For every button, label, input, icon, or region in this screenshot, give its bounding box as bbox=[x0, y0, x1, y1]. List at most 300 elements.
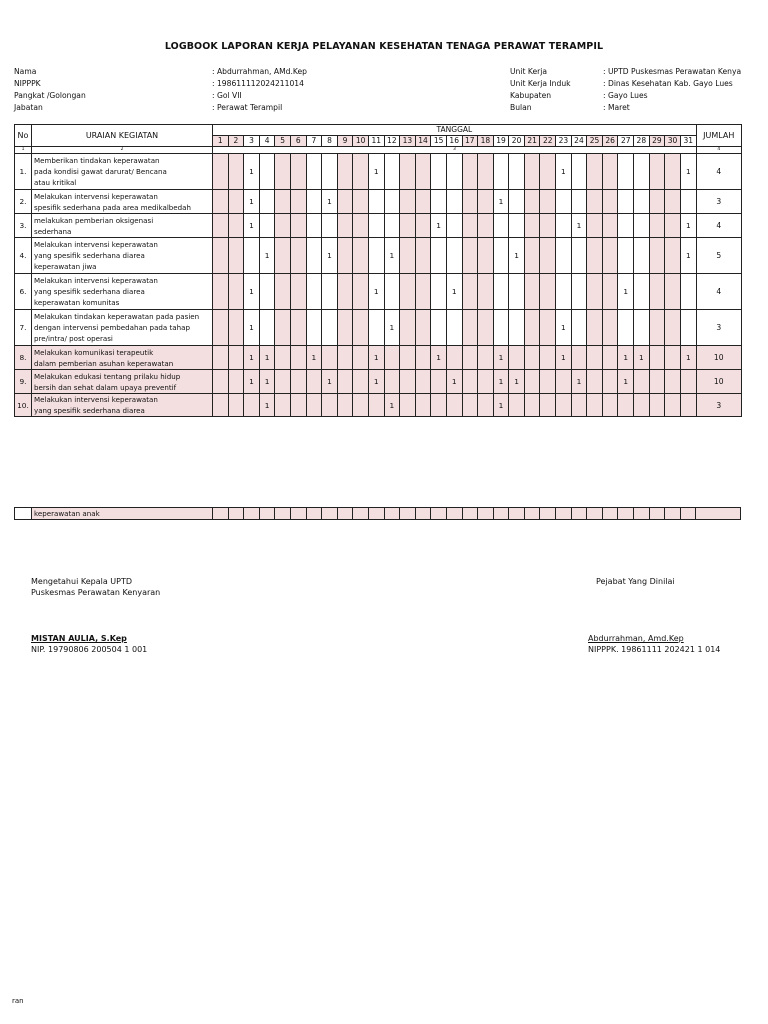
signature-left-name-block bbox=[31, 633, 147, 655]
day-cell-30 bbox=[665, 394, 681, 417]
continuation-day-cell-19 bbox=[493, 508, 509, 520]
day-cell-22 bbox=[540, 310, 556, 346]
day-cell-13 bbox=[400, 214, 416, 238]
day-cell-14 bbox=[415, 394, 431, 417]
day-cell-25 bbox=[587, 310, 603, 346]
activity-line: keperawatan komunitas bbox=[34, 298, 120, 307]
day-cell-16 bbox=[446, 154, 462, 190]
day-cell-10 bbox=[353, 190, 369, 214]
day-header-5: 5 bbox=[275, 136, 291, 147]
day-header-26: 26 bbox=[602, 136, 618, 147]
day-cell-11 bbox=[368, 310, 384, 346]
continuation-day-cell-11 bbox=[368, 508, 384, 520]
day-cell-4: 1 bbox=[259, 346, 275, 370]
activity-line: Melakukan intervensi keperawatan bbox=[34, 395, 158, 404]
info-right-labels bbox=[510, 66, 571, 114]
day-cell-10 bbox=[353, 274, 369, 310]
day-cell-21 bbox=[524, 370, 540, 394]
activity-description bbox=[32, 154, 213, 190]
day-cell-9 bbox=[337, 214, 353, 238]
day-cell-19 bbox=[493, 214, 509, 238]
day-cell-28 bbox=[634, 310, 650, 346]
day-cell-6 bbox=[290, 394, 306, 417]
day-cell-30 bbox=[665, 238, 681, 274]
day-cell-3 bbox=[244, 394, 260, 417]
day-cell-16: 1 bbox=[446, 370, 462, 394]
day-cell-31: 1 bbox=[680, 346, 696, 370]
day-header-27: 27 bbox=[618, 136, 634, 147]
header-jumlah: JUMLAH bbox=[696, 125, 741, 147]
day-cell-15 bbox=[431, 190, 447, 214]
day-cell-8 bbox=[322, 394, 338, 417]
day-cell-11 bbox=[368, 238, 384, 274]
day-cell-23 bbox=[556, 214, 572, 238]
day-cell-21 bbox=[524, 346, 540, 370]
day-cell-20 bbox=[509, 214, 525, 238]
day-cell-22 bbox=[540, 154, 556, 190]
day-cell-2 bbox=[228, 346, 244, 370]
activity-line: Melakukan intervensi keperawatan bbox=[34, 191, 158, 201]
day-cell-28 bbox=[634, 370, 650, 394]
day-cell-20 bbox=[509, 190, 525, 214]
day-cell-27: 1 bbox=[618, 370, 634, 394]
day-cell-12 bbox=[384, 274, 400, 310]
day-cell-17 bbox=[462, 190, 478, 214]
day-cell-26 bbox=[602, 214, 618, 238]
day-cell-2 bbox=[228, 154, 244, 190]
day-cell-21 bbox=[524, 238, 540, 274]
continuation-no bbox=[15, 508, 32, 520]
day-cell-18 bbox=[478, 346, 494, 370]
day-cell-28 bbox=[634, 154, 650, 190]
day-cell-18 bbox=[478, 190, 494, 214]
table-row bbox=[15, 154, 742, 190]
info-left-values bbox=[212, 66, 307, 114]
day-cell-5 bbox=[275, 370, 291, 394]
day-cell-14 bbox=[415, 274, 431, 310]
day-cell-2 bbox=[228, 310, 244, 346]
logbook-table bbox=[14, 124, 742, 417]
day-cell-19: 1 bbox=[493, 346, 509, 370]
info-value-nipppk: : 198611112024211014 bbox=[212, 79, 304, 88]
day-cell-22 bbox=[540, 214, 556, 238]
day-cell-25 bbox=[587, 154, 603, 190]
activity-description bbox=[32, 346, 213, 370]
info-label-pangkat: Pangkat /Golongan bbox=[14, 91, 86, 100]
info-right-values bbox=[603, 66, 741, 114]
day-header-19: 19 bbox=[493, 136, 509, 147]
day-cell-6 bbox=[290, 238, 306, 274]
day-cell-14 bbox=[415, 238, 431, 274]
day-cell-1 bbox=[213, 214, 229, 238]
continuation-day-cell-14 bbox=[415, 508, 431, 520]
day-cell-27 bbox=[618, 214, 634, 238]
day-cell-22 bbox=[540, 238, 556, 274]
continuation-day-cell-16 bbox=[446, 508, 462, 520]
row-number: 2. bbox=[15, 190, 32, 214]
day-cell-20 bbox=[509, 394, 525, 417]
day-cell-17 bbox=[462, 310, 478, 346]
day-header-31: 31 bbox=[680, 136, 696, 147]
activity-line: Melakukan komunikasi terapeutik bbox=[34, 347, 154, 357]
day-cell-14 bbox=[415, 190, 431, 214]
day-cell-1 bbox=[213, 346, 229, 370]
day-cell-30 bbox=[665, 346, 681, 370]
day-cell-5 bbox=[275, 274, 291, 310]
day-cell-29 bbox=[649, 310, 665, 346]
day-cell-1 bbox=[213, 394, 229, 417]
continuation-day-cell-2 bbox=[228, 508, 244, 520]
day-header-11: 11 bbox=[368, 136, 384, 147]
day-cell-3: 1 bbox=[244, 154, 260, 190]
row-number: 7. bbox=[15, 310, 32, 346]
day-header-28: 28 bbox=[634, 136, 650, 147]
day-cell-25 bbox=[587, 346, 603, 370]
day-cell-5 bbox=[275, 394, 291, 417]
day-cell-15 bbox=[431, 154, 447, 190]
day-cell-15 bbox=[431, 274, 447, 310]
day-cell-23: 1 bbox=[556, 154, 572, 190]
table-row bbox=[15, 370, 742, 394]
info-value-unit-kerja: : UPTD Puskesmas Perawatan Kenya bbox=[603, 67, 742, 76]
day-cell-28: 1 bbox=[634, 346, 650, 370]
column-index-row bbox=[15, 147, 742, 154]
day-cell-29 bbox=[649, 190, 665, 214]
day-cell-21 bbox=[524, 214, 540, 238]
day-cell-27 bbox=[618, 394, 634, 417]
day-cell-26 bbox=[602, 274, 618, 310]
day-cell-24 bbox=[571, 394, 587, 417]
activity-line: pada kondisi gawat darurat/ Bencana bbox=[34, 167, 167, 176]
activity-line: Melakukan tindakan keperawatan pada pasien bbox=[34, 312, 200, 321]
continuation-day-cell-8 bbox=[322, 508, 338, 520]
day-cell-7 bbox=[306, 190, 322, 214]
day-cell-2 bbox=[228, 214, 244, 238]
day-cell-20 bbox=[509, 310, 525, 346]
index-col-uraian: 2 bbox=[32, 147, 213, 154]
day-cell-26 bbox=[602, 238, 618, 274]
index-col-jumlah: 4 bbox=[696, 147, 741, 154]
day-cell-6 bbox=[290, 370, 306, 394]
continuation-day-cell-9 bbox=[337, 508, 353, 520]
day-cell-11: 1 bbox=[368, 154, 384, 190]
continuation-day-cell-27 bbox=[618, 508, 634, 520]
day-header-25: 25 bbox=[587, 136, 603, 147]
day-cell-9 bbox=[337, 346, 353, 370]
activity-line: yang spesifik sederhana diarea bbox=[34, 406, 145, 415]
day-cell-6 bbox=[290, 346, 306, 370]
row-total: 4 bbox=[696, 214, 741, 238]
day-cell-19 bbox=[493, 154, 509, 190]
day-cell-4: 1 bbox=[259, 394, 275, 417]
day-cell-17 bbox=[462, 274, 478, 310]
activity-line: sederhana bbox=[34, 226, 72, 236]
continuation-day-cell-3 bbox=[244, 508, 260, 520]
day-cell-29 bbox=[649, 274, 665, 310]
continuation-day-cell-6 bbox=[290, 508, 306, 520]
day-cell-16 bbox=[446, 214, 462, 238]
day-cell-7 bbox=[306, 370, 322, 394]
day-cell-13 bbox=[400, 346, 416, 370]
day-cell-19: 1 bbox=[493, 370, 509, 394]
day-cell-3 bbox=[244, 238, 260, 274]
day-cell-19 bbox=[493, 274, 509, 310]
continuation-row bbox=[15, 508, 741, 520]
activity-line: Melakukan intervensi keperawatan bbox=[34, 240, 158, 249]
day-cell-31 bbox=[680, 394, 696, 417]
day-cell-2 bbox=[228, 190, 244, 214]
day-cell-23 bbox=[556, 394, 572, 417]
day-header-18: 18 bbox=[478, 136, 494, 147]
signature-right-block bbox=[596, 576, 675, 587]
day-header-12: 12 bbox=[384, 136, 400, 147]
day-cell-25 bbox=[587, 394, 603, 417]
day-cell-9 bbox=[337, 190, 353, 214]
day-cell-12 bbox=[384, 370, 400, 394]
day-cell-27 bbox=[618, 310, 634, 346]
info-label-unit-kerja-induk: Unit Kerja Induk bbox=[510, 79, 571, 88]
day-cell-22 bbox=[540, 346, 556, 370]
table-row bbox=[15, 394, 742, 417]
info-label-unit-kerja: Unit Kerja bbox=[510, 67, 548, 76]
day-header-22: 22 bbox=[540, 136, 556, 147]
day-cell-7 bbox=[306, 154, 322, 190]
day-cell-11 bbox=[368, 190, 384, 214]
day-header-13: 13 bbox=[400, 136, 416, 147]
day-cell-1 bbox=[213, 190, 229, 214]
day-cell-29 bbox=[649, 346, 665, 370]
row-total: 10 bbox=[696, 346, 741, 370]
info-value-bulan: : Maret bbox=[603, 103, 630, 112]
activity-line: atau kritikal bbox=[34, 178, 77, 187]
day-cell-15 bbox=[431, 394, 447, 417]
day-cell-30 bbox=[665, 274, 681, 310]
day-cell-24: 1 bbox=[571, 214, 587, 238]
day-cell-11: 1 bbox=[368, 346, 384, 370]
day-cell-20: 1 bbox=[509, 238, 525, 274]
day-header-3: 3 bbox=[244, 136, 260, 147]
day-cell-10 bbox=[353, 394, 369, 417]
day-cell-31 bbox=[680, 274, 696, 310]
day-cell-11: 1 bbox=[368, 370, 384, 394]
page-title: LOGBOOK LAPORAN KERJA PELAYANAN KESEHATAN TENAGA PERAWAT TERAMPIL bbox=[164, 41, 604, 52]
day-cell-25 bbox=[587, 370, 603, 394]
day-cell-18 bbox=[478, 274, 494, 310]
day-cell-21 bbox=[524, 310, 540, 346]
continuation-day-cell-30 bbox=[665, 508, 681, 520]
day-cell-12 bbox=[384, 190, 400, 214]
activity-line: spesifik sederhana pada area medikalbedah bbox=[34, 202, 192, 212]
info-label-nipppk: NIPPPK bbox=[14, 79, 41, 88]
day-cell-18 bbox=[478, 394, 494, 417]
day-cell-8 bbox=[322, 214, 338, 238]
activity-description bbox=[32, 274, 213, 310]
continuation-total bbox=[696, 508, 741, 520]
day-cell-26 bbox=[602, 154, 618, 190]
activity-line: Melakukan intervensi keperawatan bbox=[34, 276, 158, 285]
day-cell-13 bbox=[400, 370, 416, 394]
day-cell-15 bbox=[431, 310, 447, 346]
day-cell-4: 1 bbox=[259, 238, 275, 274]
day-header-4: 4 bbox=[259, 136, 275, 147]
day-cell-6 bbox=[290, 190, 306, 214]
day-cell-8: 1 bbox=[322, 190, 338, 214]
day-cell-23: 1 bbox=[556, 346, 572, 370]
day-cell-12: 1 bbox=[384, 238, 400, 274]
info-label-jabatan: Jabatan bbox=[14, 103, 43, 112]
day-cell-10 bbox=[353, 214, 369, 238]
day-cell-14 bbox=[415, 310, 431, 346]
day-cell-26 bbox=[602, 394, 618, 417]
info-label-kabupaten: Kabupaten bbox=[510, 91, 552, 100]
table-row bbox=[15, 190, 742, 214]
day-cell-1 bbox=[213, 370, 229, 394]
continuation-day-cell-21 bbox=[524, 508, 540, 520]
day-cell-23: 1 bbox=[556, 310, 572, 346]
day-cell-24 bbox=[571, 346, 587, 370]
activity-line: yang spesifik sederhana diarea bbox=[34, 251, 145, 260]
day-cell-4: 1 bbox=[259, 370, 275, 394]
sig-left-org: Puskesmas Perawatan Kenyaran bbox=[31, 588, 161, 597]
continuation-day-cell-1 bbox=[213, 508, 229, 520]
continuation-day-cell-13 bbox=[400, 508, 416, 520]
day-cell-7 bbox=[306, 238, 322, 274]
day-cell-1 bbox=[213, 238, 229, 274]
header-uraian: URAIAN KEGIATAN bbox=[32, 125, 213, 147]
day-cell-7 bbox=[306, 394, 322, 417]
day-cell-7 bbox=[306, 274, 322, 310]
day-cell-27 bbox=[618, 190, 634, 214]
continuation-day-cell-17 bbox=[462, 508, 478, 520]
index-col-tanggal: 3 bbox=[213, 147, 697, 154]
day-cell-27: 1 bbox=[618, 274, 634, 310]
day-cell-30 bbox=[665, 190, 681, 214]
day-cell-25 bbox=[587, 274, 603, 310]
continuation-day-cell-28 bbox=[634, 508, 650, 520]
day-cell-26 bbox=[602, 310, 618, 346]
day-cell-6 bbox=[290, 214, 306, 238]
day-cell-27 bbox=[618, 238, 634, 274]
row-total: 3 bbox=[696, 310, 741, 346]
day-cell-6 bbox=[290, 154, 306, 190]
day-cell-9 bbox=[337, 274, 353, 310]
day-cell-22 bbox=[540, 274, 556, 310]
day-cell-12: 1 bbox=[384, 394, 400, 417]
day-cell-31: 1 bbox=[680, 154, 696, 190]
day-cell-2 bbox=[228, 394, 244, 417]
day-cell-16 bbox=[446, 310, 462, 346]
activity-line: dalam pemberian asuhan keperawatan bbox=[34, 358, 174, 368]
continuation-day-cell-25 bbox=[587, 508, 603, 520]
day-cell-8 bbox=[322, 310, 338, 346]
day-cell-18 bbox=[478, 310, 494, 346]
day-header-14: 14 bbox=[415, 136, 431, 147]
day-cell-20 bbox=[509, 274, 525, 310]
info-value-kabupaten: : Gayo Lues bbox=[603, 91, 648, 100]
day-cell-15: 1 bbox=[431, 346, 447, 370]
row-total: 3 bbox=[696, 394, 741, 417]
day-cell-3: 1 bbox=[244, 190, 260, 214]
day-header-24: 24 bbox=[571, 136, 587, 147]
table-row bbox=[15, 310, 742, 346]
activity-description bbox=[32, 190, 213, 214]
day-cell-23 bbox=[556, 274, 572, 310]
activity-description bbox=[32, 394, 213, 417]
day-cell-2 bbox=[228, 274, 244, 310]
day-cell-22 bbox=[540, 370, 556, 394]
day-cell-5 bbox=[275, 238, 291, 274]
day-cell-10 bbox=[353, 310, 369, 346]
day-cell-9 bbox=[337, 154, 353, 190]
day-cell-29 bbox=[649, 394, 665, 417]
day-cell-31 bbox=[680, 310, 696, 346]
info-value-unit-kerja-induk: : Dinas Kesehatan Kab. Gayo Lues bbox=[603, 79, 733, 88]
day-cell-31 bbox=[680, 190, 696, 214]
row-number: 10. bbox=[15, 394, 32, 417]
day-cell-3: 1 bbox=[244, 346, 260, 370]
day-cell-12 bbox=[384, 346, 400, 370]
day-cell-14 bbox=[415, 154, 431, 190]
day-cell-9 bbox=[337, 370, 353, 394]
day-header-29: 29 bbox=[649, 136, 665, 147]
day-cell-17 bbox=[462, 238, 478, 274]
day-cell-8 bbox=[322, 154, 338, 190]
day-header-8: 8 bbox=[322, 136, 338, 147]
continuation-day-cell-10 bbox=[353, 508, 369, 520]
day-cell-3: 1 bbox=[244, 214, 260, 238]
day-cell-29 bbox=[649, 238, 665, 274]
activity-line: Melakukan edukasi tentang prilaku hidup bbox=[34, 371, 181, 381]
day-cell-9 bbox=[337, 238, 353, 274]
day-cell-28 bbox=[634, 274, 650, 310]
continuation-day-cell-5 bbox=[275, 508, 291, 520]
day-cell-3: 1 bbox=[244, 310, 260, 346]
table-continuation-row bbox=[14, 507, 741, 520]
day-cell-8 bbox=[322, 346, 338, 370]
day-cell-12 bbox=[384, 154, 400, 190]
continuation-day-cell-7 bbox=[306, 508, 322, 520]
day-header-6: 6 bbox=[290, 136, 306, 147]
row-number: 9. bbox=[15, 370, 32, 394]
index-col-no: 1 bbox=[15, 147, 32, 154]
activity-line: keperawatan jiwa bbox=[34, 262, 97, 271]
day-header-17: 17 bbox=[462, 136, 478, 147]
day-header-15: 15 bbox=[431, 136, 447, 147]
info-label-nama: Nama bbox=[14, 67, 37, 76]
day-cell-23 bbox=[556, 190, 572, 214]
header-tanggal: TANGGAL bbox=[213, 125, 697, 136]
day-cell-6 bbox=[290, 310, 306, 346]
row-number: 3. bbox=[15, 214, 32, 238]
row-number: 8. bbox=[15, 346, 32, 370]
day-cell-28 bbox=[634, 190, 650, 214]
day-header-20: 20 bbox=[509, 136, 525, 147]
info-left-labels bbox=[14, 66, 86, 114]
info-value-nama: : Abdurrahman, AMd.Kep bbox=[212, 67, 307, 76]
day-cell-29 bbox=[649, 154, 665, 190]
day-cell-18 bbox=[478, 370, 494, 394]
day-cell-26 bbox=[602, 370, 618, 394]
day-header-9: 9 bbox=[337, 136, 353, 147]
day-cell-1 bbox=[213, 154, 229, 190]
activity-line: melakukan pemberian oksigenasi bbox=[34, 215, 154, 225]
day-cell-24 bbox=[571, 238, 587, 274]
day-cell-17 bbox=[462, 154, 478, 190]
day-cell-28 bbox=[634, 394, 650, 417]
header-no: No bbox=[15, 125, 32, 147]
day-cell-10 bbox=[353, 370, 369, 394]
info-label-bulan: Bulan bbox=[510, 103, 532, 112]
